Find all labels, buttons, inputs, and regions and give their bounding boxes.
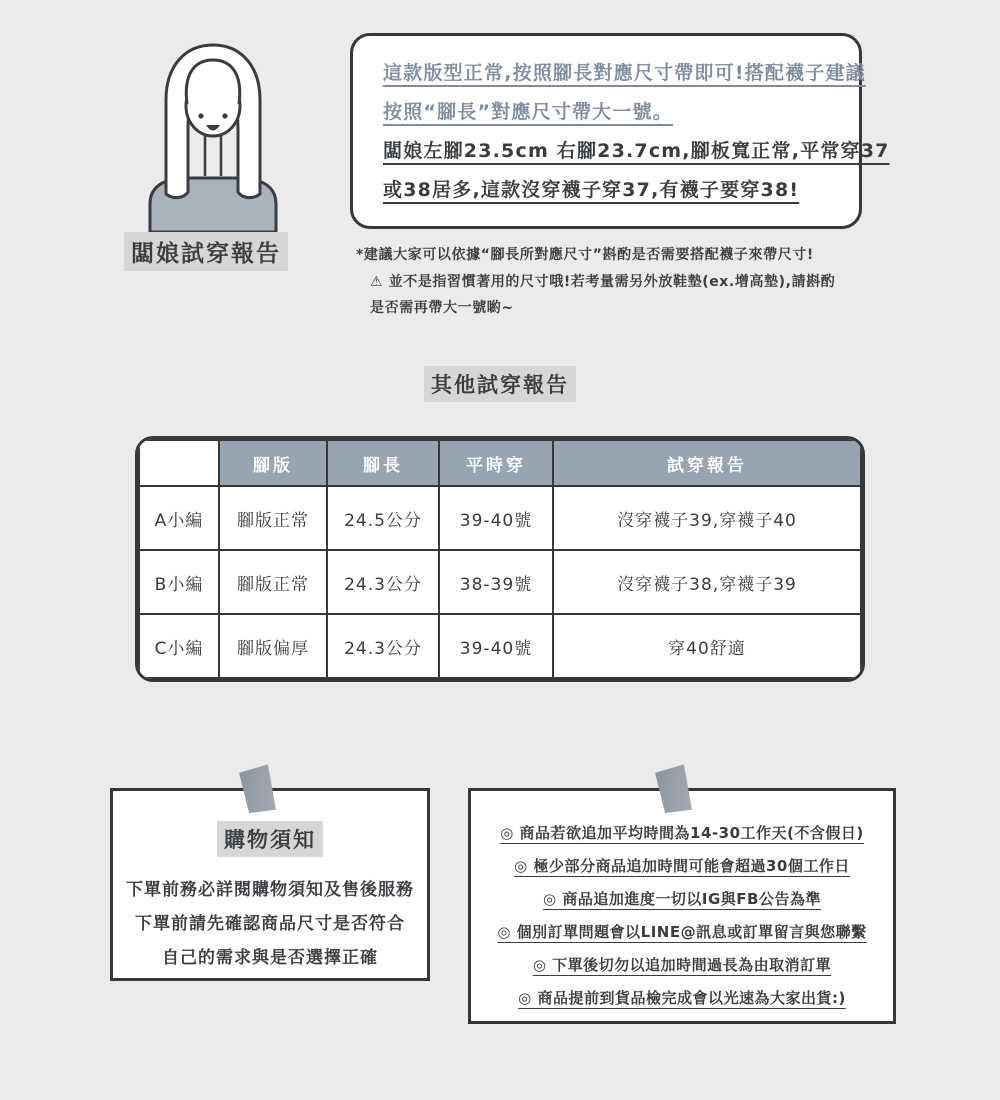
table-header-row (139, 440, 861, 486)
policy-line: ◎ 極少部分商品追加時間可能會超過30個工作日 (514, 857, 850, 875)
cell-editor: C小編 (139, 614, 219, 678)
bubble-line: 按照“腳長”對應尺寸帶大一號。 (383, 100, 673, 123)
cell-usual-size: 38-39號 (439, 550, 553, 614)
cell-fit-report: 沒穿襪子39,穿襪子40 (553, 486, 861, 550)
bubble-line: 這款版型正常,按照腳長對應尺寸帶即可!搭配襪子建議 (383, 62, 866, 84)
table-row (139, 614, 861, 678)
col-header-usual-size: 平時穿 (439, 440, 553, 486)
note-line: *建議大家可以依據“腳長所對應尺寸”斟酌是否需要搭配襪子來帶尺寸! (356, 247, 814, 263)
table-row (139, 486, 861, 550)
fitting-table (135, 436, 865, 682)
policy-line: ◎ 商品若欲追加平均時間為14-30工作天(不含假日) (500, 824, 864, 842)
table-row (139, 550, 861, 614)
notice-line: 下單前請先確認商品尺寸是否符合 (135, 914, 405, 934)
table-title-row (0, 366, 1000, 402)
fit-report-bubble (350, 33, 890, 229)
policy-line: ◎ 商品追加進度一切以IG與FB公告為準 (543, 890, 821, 908)
col-header-fit-report: 試穿報告 (553, 440, 861, 486)
notice-title (113, 821, 427, 857)
notice-line: 下單前務必詳閱購物須知及售後服務 (126, 880, 414, 900)
cell-usual-size: 39-40號 (439, 614, 553, 678)
bubble-line: 或38居多,這款沒穿襪子穿37,有襪子要穿38! (383, 178, 800, 201)
policy-line: ◎ 商品提前到貨品檢完成會以光速為大家出貨:) (518, 989, 846, 1007)
avatar-label (124, 232, 288, 271)
tape-decoration-icon (239, 764, 278, 815)
notice-title-text: 購物須知 (217, 821, 323, 857)
tape-decoration-icon (655, 764, 694, 815)
sizing-note (356, 242, 896, 322)
note-line-warning: ⚠ 並不是指習慣著用的尺寸哦!若考量需另外放鞋墊(ex.增高墊),請斟酌 (370, 273, 836, 290)
cell-editor: A小編 (139, 486, 219, 550)
cell-foot-length: 24.3公分 (327, 614, 439, 678)
col-header-foot-length: 腳長 (327, 440, 439, 486)
cell-foot-shape: 腳版正常 (219, 550, 327, 614)
order-policy-box (468, 788, 896, 1024)
cell-foot-length: 24.5公分 (327, 486, 439, 550)
cell-fit-report: 沒穿襪子38,穿襪子39 (553, 550, 861, 614)
policy-line: ◎ 下單後切勿以追加時間過長為由取消訂單 (532, 956, 832, 974)
cell-fit-report: 穿40舒適 (553, 614, 861, 678)
bubble-line: 闆娘左腳23.5cm 右腳23.7cm,腳板寬正常,平常穿37 (383, 139, 890, 162)
policy-line: ◎ 個別訂單問題會以LINE@訊息或訂單留言與您聯繫 (497, 923, 867, 941)
woman-avatar-icon (138, 32, 288, 232)
col-header-foot-shape: 腳版 (219, 440, 327, 486)
avatar-label-text: 闆娘試穿報告 (124, 232, 288, 271)
notice-lines (113, 873, 427, 975)
cell-usual-size: 39-40號 (439, 486, 553, 550)
notice-line: 自己的需求與是否選擇正確 (162, 948, 378, 968)
table-title: 其他試穿報告 (424, 366, 576, 402)
shopping-notice-box (110, 788, 430, 981)
woman-avatar-illustration (138, 32, 288, 232)
table-corner-cell (139, 440, 219, 486)
cell-foot-shape: 腳版偏厚 (219, 614, 327, 678)
cell-editor: B小編 (139, 550, 219, 614)
note-line: 是否需再帶大一號喲~ (370, 300, 514, 317)
cell-foot-shape: 腳版正常 (219, 486, 327, 550)
cell-foot-length: 24.3公分 (327, 550, 439, 614)
